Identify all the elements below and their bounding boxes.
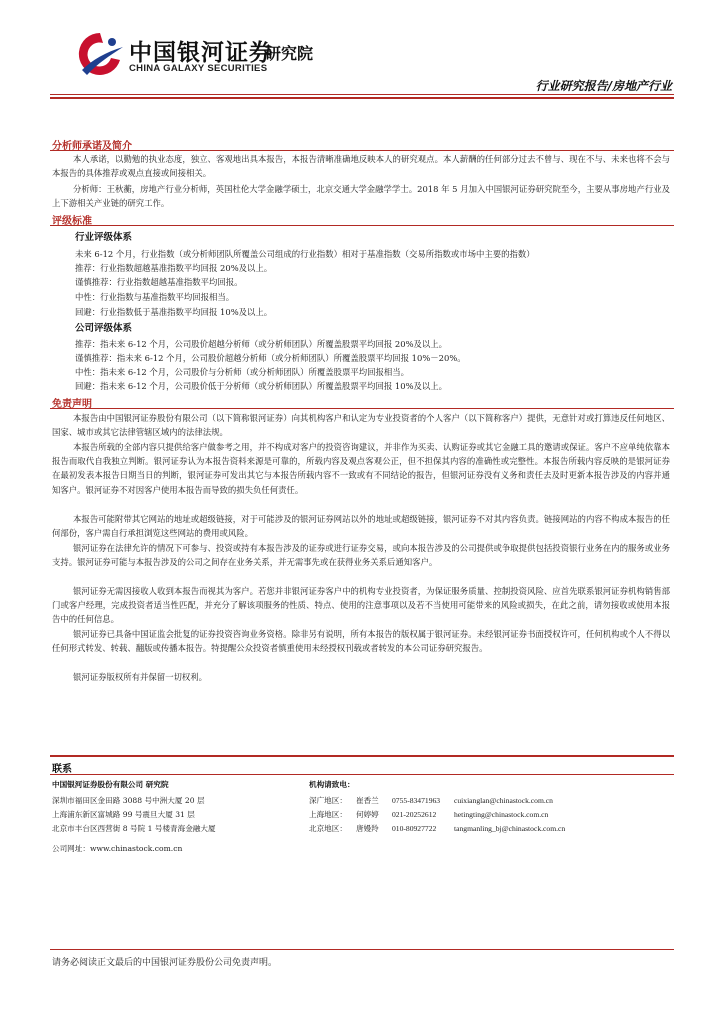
industry-rating-title: 行业评级体系: [75, 232, 133, 243]
brand-name-cn: 中国银河证券: [129, 40, 273, 66]
section-divider: [50, 225, 674, 226]
disclaimer-section-title: 免责声明: [52, 399, 92, 410]
contact-region: 上海地区：: [309, 810, 347, 819]
section-divider: [50, 408, 674, 409]
contact-phone: 0755-83471963: [392, 796, 441, 805]
contact-address: 上海浦东新区富城路 99 号震旦大厦 31 层: [52, 810, 195, 819]
contact-person: 何婷婷: [356, 810, 379, 819]
rating-section-title: 评级标准: [52, 216, 92, 227]
contact-section-title: 联系: [52, 764, 72, 775]
industry-rating-line: 谨慎推荐：行业指数超越基准指数平均回报。: [75, 277, 243, 287]
industry-rating-line: 中性：行业指数与基准指数平均回报相当。: [75, 292, 235, 302]
disclaimer-paragraph: 银河证券已具备中国证监会批复的证券投资咨询业务资格。除非另有说明，所有本报告的版权属于银河证券。未经银河证券书面授权许可，任何机构或个人不得以任何形式转发、转载、翻版或传播本报告。特提醒公众投资者慎重使用未经授权刊载或者转发的本公司证券研究报告。: [52, 629, 670, 654]
contact-website: 公司网址：www.chinastock.com.cn: [52, 844, 183, 853]
analyst-section-title: 分析师承诺及简介: [52, 141, 132, 152]
contact-divider-thin: [50, 774, 674, 775]
contact-region: 深广地区：: [309, 796, 347, 805]
disclaimer-paragraph: 本报告由中国银河证券股份有限公司（以下简称银河证券）向其机构客户和认定为专业投资者的个人客户（以下简称客户）提供，无意针对或打算违反任何地区、国家、城市或其它法律管辖区域内的法律法规。: [52, 413, 670, 438]
contact-person: 唐嫚羚: [356, 824, 379, 833]
disclaimer-paragraph: 银河证券无需因接收人收到本报告而视其为客户。若您并非银河证券客户中的机构专业投资者，为保证服务质量、控制投资风险、应首先联系银河证券机构销售部门或客户经理，完成投资者适当性匹配，并充分了解该项服务的性质、特点、使用的注意事项以及若不当使用可能带来的风险或损失，在此之前，请勿接收或使用本报告中的任何信息。: [52, 586, 670, 625]
header-divider-thick: [50, 97, 674, 99]
brand-name-en: CHINA GALAXY SECURITIES: [129, 63, 268, 74]
disclaimer-paragraph: 本报告所载的全部内容只提供给客户做参考之用，并不构成对客户的投资咨询建议，并非作为买卖、认购证券或其它金融工具的邀请或保证。客户不应单纯依靠本报告而取代自我独立判断。银河证券认为本报告资料来源是可靠的，所载内容及观点客观公正，但不担保其内容的准确性或完整性。本报告所载内容反映的是银河证券在最初发表本报告日期当日的判断，银河证券可发出其它与本报告所载内容不一致或有不同结论的报告，但银河证券没有义务和责任去及时更新本报告涉及的内容并通知客户。银河证券不对因客户使用本报告而导致的损失负任何责任。: [52, 442, 670, 495]
contact-person: 崔香兰: [356, 796, 379, 805]
contact-phone: 021-20252612: [392, 810, 437, 819]
company-rating-line: 谨慎推荐：指未来 6-12 个月，公司股价超越分析师（或分析师团队）所覆盖股票平均回报 10%－20%。: [75, 353, 466, 363]
footer-divider: [50, 949, 674, 950]
industry-rating-line: 未来 6-12 个月，行业指数（或分析师团队所覆盖公司组成的行业指数）相对于基准指数（交易所指数或市场中主要的指数）: [75, 249, 535, 259]
institution-contact-title: 机构请致电：: [309, 780, 355, 789]
industry-rating-line: 推荐：行业指数超越基准指数平均回报 20%及以上。: [75, 263, 273, 273]
contact-address: 深圳市福田区金田路 3088 号中洲大厦 20 层: [52, 796, 205, 805]
contact-region: 北京地区：: [309, 824, 347, 833]
analyst-commitment-text: 本人承诺，以勤勉的执业态度，独立、客观地出具本报告，本报告清晰准确地反映本人的研究观点。本人薪酬的任何部分过去不曾与、现在不与、未来也将不会与本报告的具体推荐或观点直接或间接相关。: [52, 154, 670, 179]
industry-rating-line: 回避：行业指数低于基准指数平均回报 10%及以上。: [75, 307, 273, 317]
company-rating-line: 中性：指未来 6-12 个月，公司股价与分析师（或分析师团队）所覆盖股票平均回报相当。: [75, 367, 410, 377]
contact-address: 北京市丰台区西营街 8 号院 1 号楼青海金融大厦: [52, 824, 216, 833]
section-divider: [50, 150, 674, 151]
analyst-bio-text: 分析师：王秋蘅，房地产行业分析师，英国杜伦大学金融学硕士，北京交通大学金融学学士。2018 年 5 月加入中国银河证券研究院至今，主要从事房地产行业及上下游相关产业链的研究工作。: [52, 184, 670, 209]
contact-email[interactable]: hetingting@chinastock.com.cn: [454, 810, 549, 819]
contact-email[interactable]: cuixianglan@chinastock.com.cn: [454, 796, 553, 805]
company-rating-line: 回避：指未来 6-12 个月，公司股价低于分析师（或分析师团队）所覆盖股票平均回报 10%及以上。: [75, 381, 448, 391]
report-category: 行业研究报告/房地产行业: [535, 79, 672, 93]
company-rating-title: 公司评级体系: [75, 323, 133, 334]
institute-label: 研究院: [265, 44, 314, 63]
disclaimer-paragraph: 本报告可能附带其它网站的地址或超级链接，对于可能涉及的银河证券网站以外的地址或超级链接，银河证券不对其内容负责。链接网站的内容不构成本报告的任何部份，客户需自行承担浏览这些网站的费用或风险。: [52, 514, 670, 539]
disclaimer-paragraph: 银河证券在法律允许的情况下可参与、投资或持有本报告涉及的证券或进行证券交易，或向本报告涉及的公司提供或争取提供包括投资银行业务在内的服务或业务支持。银河证券可能与本报告涉及的公司之间存在业务关系，并无需事先或在获得业务关系后通知客户。: [52, 543, 670, 568]
disclaimer-paragraph: 银河证券版权所有并保留一切权利。: [73, 672, 207, 682]
contact-email[interactable]: tangmanling_bj@chinastock.com.cn: [454, 824, 566, 833]
header-divider-thin: [50, 94, 674, 95]
contact-divider: [50, 755, 674, 757]
contact-phone: 010-80927722: [392, 824, 437, 833]
footer-disclaimer: 请务必阅读正文最后的中国银河证券股份公司免责声明。: [52, 958, 278, 968]
company-rating-line: 推荐：指未来 6-12 个月，公司股价超越分析师（或分析师团队）所覆盖股票平均回报 20%及以上。: [75, 339, 448, 349]
contact-company: 中国银河证券股份有限公司 研究院: [52, 780, 169, 789]
galaxy-logo-icon: [76, 30, 124, 78]
